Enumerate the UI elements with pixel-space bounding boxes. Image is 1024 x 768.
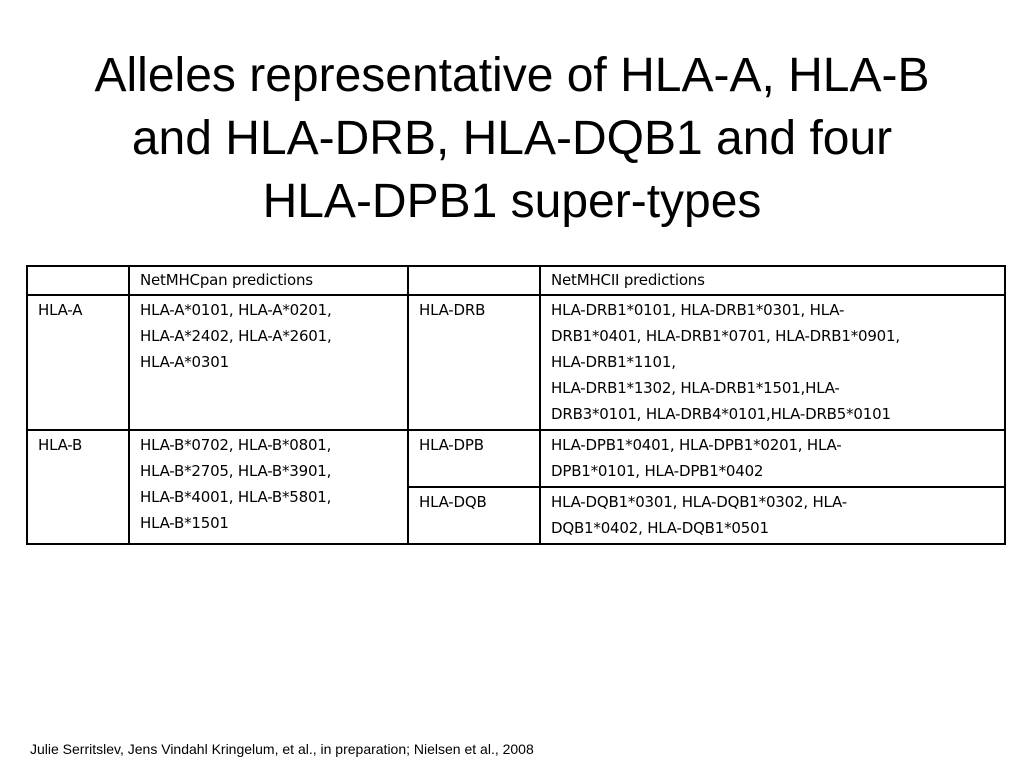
title-line: Alleles representative of HLA-A, HLA-B [94, 49, 930, 102]
allele-line: HLA-A*0101, HLA-A*0201, [140, 301, 332, 319]
citation-footer: Julie Serritslev, Jens Vindahl Kringelum, et al., in preparation; Nielsen et al., 2008 [30, 741, 534, 757]
allele-line: HLA-DPB1*0401, HLA-DPB1*0201, HLA- [551, 436, 842, 454]
allele-line: HLA-A*0301 [140, 353, 229, 371]
alleles-table [26, 265, 1006, 545]
locus-cell-hla-drb: HLA-DRB [408, 295, 540, 430]
locus-cell-hla-dqb: HLA-DQB [408, 487, 540, 544]
table-row [27, 430, 1005, 487]
allele-line: HLA-DRB1*1302, HLA-DRB1*1501,HLA- [551, 379, 840, 397]
allele-line: DQB1*0402, HLA-DQB1*0501 [551, 519, 769, 537]
header-cell [27, 266, 129, 295]
header-cell [408, 266, 540, 295]
locus-cell-hla-dpb: HLA-DPB [408, 430, 540, 487]
header-netmhcpan: NetMHCpan predictions [129, 266, 408, 295]
allele-line: HLA-DQB1*0301, HLA-DQB1*0302, HLA- [551, 493, 847, 511]
title-line: and HLA-DRB, HLA-DQB1 and four [131, 112, 893, 165]
locus-cell-hla-a: HLA-A [27, 295, 129, 430]
allele-line: HLA-B*4001, HLA-B*5801, [140, 488, 332, 506]
allele-line: HLA-B*0702, HLA-B*0801, [140, 436, 332, 454]
allele-line: DRB3*0101, HLA-DRB4*0101,HLA-DRB5*0101 [551, 405, 891, 423]
allele-line: DPB1*0101, HLA-DPB1*0402 [551, 462, 764, 480]
allele-line: HLA-DRB1*0101, HLA-DRB1*0301, HLA- [551, 301, 845, 319]
allele-line: HLA-DRB1*1101, [551, 353, 676, 371]
allele-line: HLA-A*2402, HLA-A*2601, [140, 327, 332, 345]
locus-cell-hla-b: HLA-B [27, 430, 129, 544]
alleles-cell-hla-b [129, 430, 408, 544]
header-netmhcii: NetMHCII predictions [540, 266, 1005, 295]
table-row [27, 295, 1005, 430]
title-line: HLA-DPB1 super-types [262, 175, 762, 228]
table-header-row [27, 266, 1005, 295]
slide-title [0, 44, 1024, 233]
alleles-cell-hla-a [129, 295, 408, 430]
alleles-cell-hla-drb [540, 295, 1005, 430]
alleles-cell-hla-dpb [540, 430, 1005, 487]
allele-line: HLA-B*1501 [140, 514, 229, 532]
alleles-cell-hla-dqb [540, 487, 1005, 544]
allele-line: HLA-B*2705, HLA-B*3901, [140, 462, 332, 480]
allele-line: DRB1*0401, HLA-DRB1*0701, HLA-DRB1*0901, [551, 327, 900, 345]
